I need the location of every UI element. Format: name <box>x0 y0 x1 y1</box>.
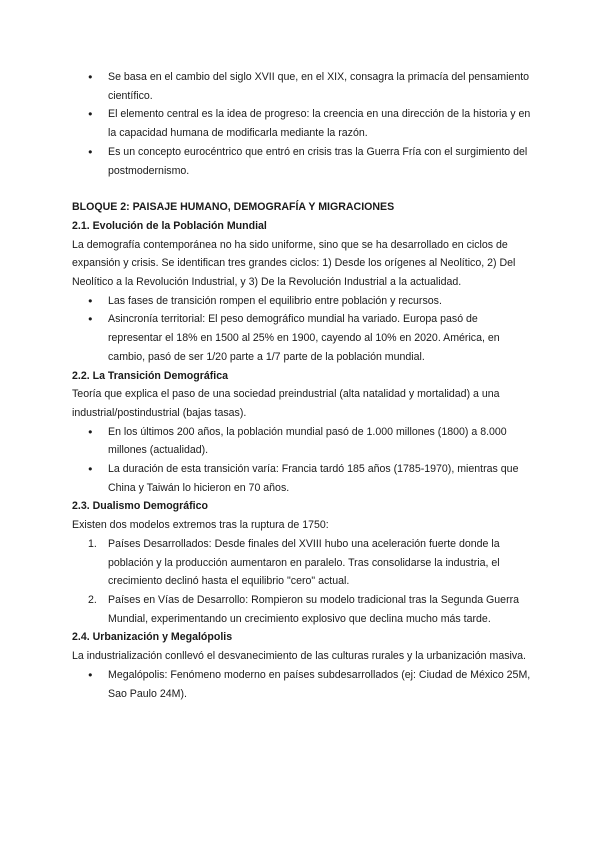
section-2-4-bullet: ● Megalópolis: Fenómeno moderno en países subdesarrollados (ej: Ciudad de México 25M, Sao Paulo 24M). <box>72 666 532 703</box>
item-text: Países en Vías de Desarrollo: Rompieron su modelo tradicional tras la Segunda Guerra Mundial, experimentando un crecimiento explosivo que declina mucho más tarde. <box>108 593 520 625</box>
section-2-2-paragraph: Teoría que explica el paso de una sociedad preindustrial (alta natalidad y mortalidad) a una industrial/postindustrial (bajas tasas). <box>72 388 500 419</box>
section-2-4-paragraph: La industrialización conllevó el desvanecimiento de las culturas rurales y la urbanización masiva. <box>72 650 527 663</box>
section-2-1-bullet: ● Asincronía territorial: El peso demográfico mundial ha variado. Europa pasó de representar el 18% en 1500 al 25% en 1900, cayendo al 10% en 2020. América, en cambio, pasó de ser 1/20 parte a 1/7 parte de la población mundial. <box>72 310 532 366</box>
section-2-2-bullet: ● La duración de esta transición varía: Francia tardó 185 años (1785-1970), mientras que China y Taiwán lo hicieron en 70 años. <box>72 460 532 497</box>
intro-bullet: ● Es un concepto eurocéntrico que entró en crisis tras la Guerra Fría con el surgimiento del postmodernismo. <box>72 143 532 180</box>
section-2-3-numbered-item <box>72 591 532 628</box>
intro-bullet: ● Se basa en el cambio del siglo XVII que, en el XIX, consagra la primacía del pensamiento científico. <box>72 68 532 105</box>
section-2-4-title: 2.4. Urbanización y Megalópolis <box>72 631 233 644</box>
block-title: BLOQUE 2: PAISAJE HUMANO, DEMOGRAFÍA Y MIGRACIONES <box>72 201 395 214</box>
section-2-2-bullet: ● En los últimos 200 años, la población mundial pasó de 1.000 millones (1800) a 8.000 millones (actualidad). <box>72 423 532 460</box>
item-text: Países Desarrollados: Desde finales del XVIII hubo una aceleración fuerte donde la población y la producción aumentaron en paralelo. Tras consolidarse la industria, el crecimiento declinó hasta el equilibrio "cero" actual. <box>108 537 500 588</box>
document-body <box>72 68 532 703</box>
section-2-1-title: 2.1. Evolución de la Población Mundial <box>72 219 267 232</box>
section-2-3-title: 2.3. Dualismo Demográfico <box>72 500 208 513</box>
section-2-2-title: 2.2. La Transición Demográfica <box>72 369 229 382</box>
spacer <box>72 180 532 198</box>
intro-bullet: ● El elemento central es la idea de progreso: la creencia en una dirección de la historia y en la capacidad humana de modificarla mediante la razón. <box>72 105 532 142</box>
section-2-3-numbered-item <box>72 535 532 591</box>
section-2-1-paragraph: La demografía contemporánea no ha sido uniforme, sino que se ha desarrollado en ciclos de expansión y crisis. Se identifican tres grandes ciclos: 1) Desde los orígenes al Neolítico, 2) Del Neolítico a la Revolución Industrial, y 3) De la Revolución Industrial a la actualidad. <box>72 238 516 289</box>
item-number: 2. <box>88 593 97 606</box>
section-2-1-bullet: ● Las fases de transición rompen el equilibrio entre población y recursos. <box>72 292 532 311</box>
section-2-3-paragraph: Existen dos modelos extremos tras la ruptura de 1750: <box>72 519 329 532</box>
item-number: 1. <box>88 537 97 550</box>
